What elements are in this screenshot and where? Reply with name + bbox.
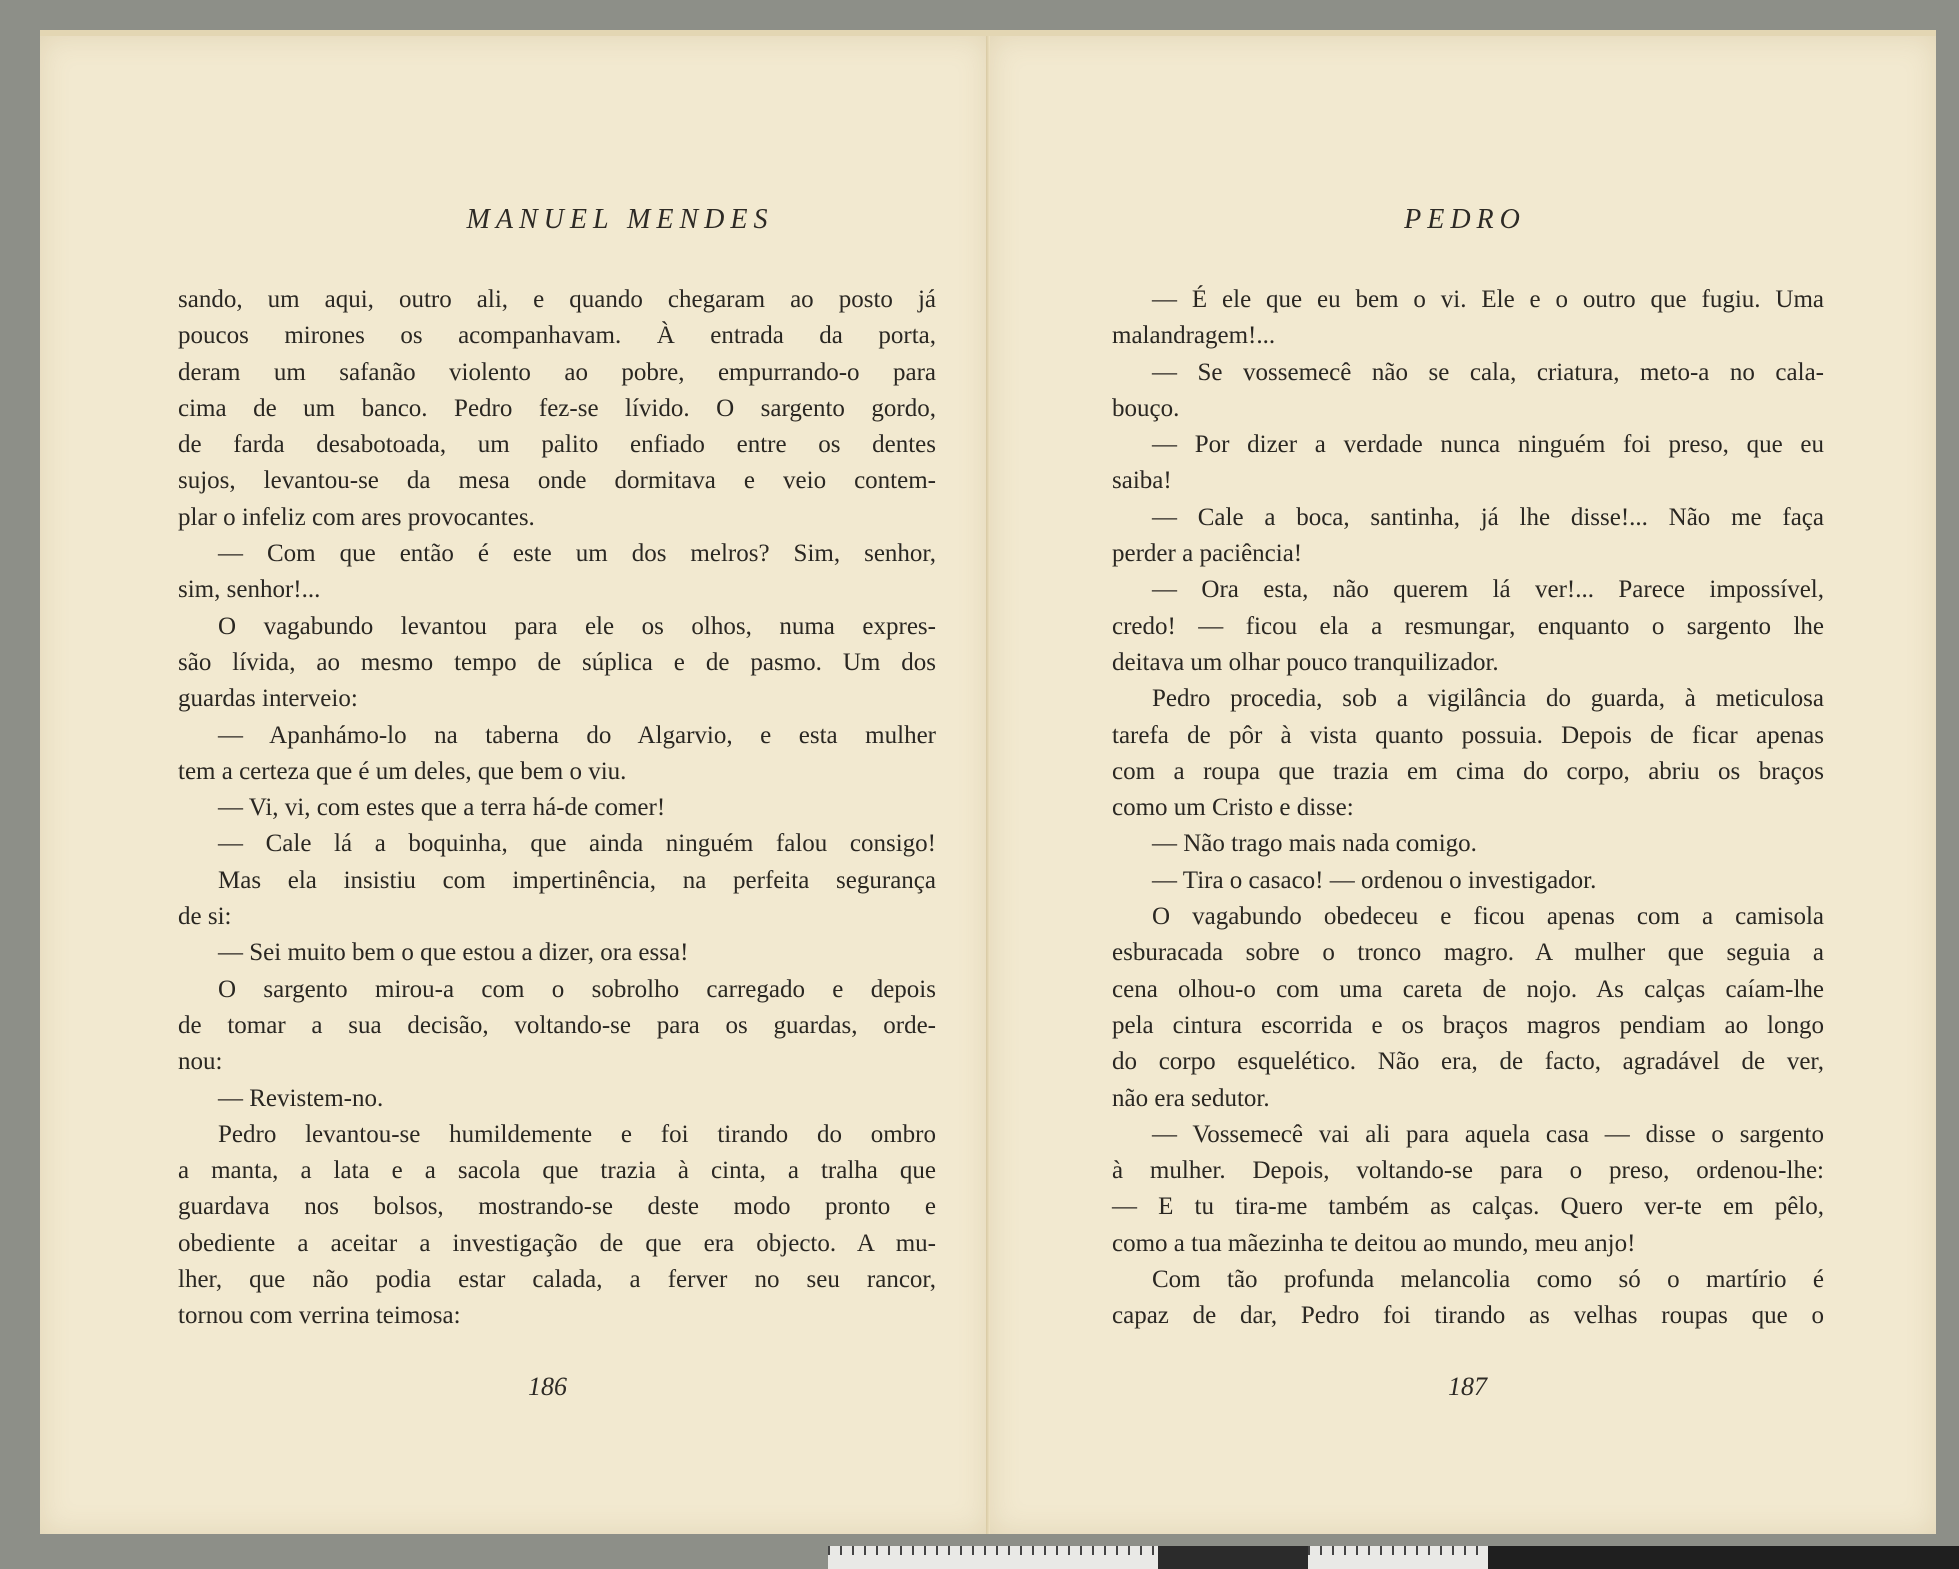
text-line: tarefa de pôr à vista quanto possuia. Depois de ficar apenas [1112,721,1824,749]
text-line: lher, que não podia estar calada, a ferver no seu rancor, [178,1266,936,1294]
text-line: à mulher. Depois, voltando-se para o preso, ordenou-lhe: [1112,1157,1824,1185]
text-line: com a roupa que trazia em cima do corpo, abriu os braços [1112,757,1824,785]
ruler-dark-segment [1158,1546,1308,1569]
text-line: sim, senhor!... [178,576,321,604]
text-line: do corpo esquelético. Não era, de facto, agradável de ver, [1112,1048,1824,1076]
text-line: malandragem!... [1112,322,1276,350]
text-line: — Revistem-no. [218,1084,384,1112]
text-line: — Ora esta, não querem lá ver!... Parece impossível, [1152,576,1824,604]
text-line: — Vi, vi, com estes que a terra há-de comer! [218,794,666,822]
text-line: de si: [178,903,232,931]
text-line: — É ele que eu bem o vi. Ele e o outro que fugiu. Uma [1152,286,1824,313]
text-line: — Com que então é este um dos melros? Sim, senhor, [218,540,936,568]
text-line: pela cintura escorrida e os braços magros pendiam ao longo [1112,1011,1824,1039]
scale-ruler [828,1546,1959,1569]
text-line: como a tua mãezinha te deitou ao mundo, meu anjo! [1112,1229,1636,1257]
ruler-dark-segment-end [1488,1546,1959,1569]
text-line: são lívida, ao mesmo tempo de súplica e de pasmo. Um dos [178,648,936,676]
text-line: tornou com verrina teimosa: [178,1302,461,1330]
text-line: Pedro levantou-se humildemente e foi tirando do ombro [218,1120,936,1148]
left-page-text [178,282,936,1335]
running-head-author: MANUEL MENDES [466,204,774,235]
page-number-left: 186 [528,1372,567,1401]
text-line: obediente a aceitar a investigação de que era objecto. A mu- [178,1229,936,1257]
text-line: capaz de dar, Pedro foi tirando as velhas roupas que o [1112,1302,1824,1330]
text-line: tem a certeza que é um deles, que bem o viu. [178,757,627,785]
text-line: cima de um banco. Pedro fez-se lívido. O sargento gordo, [178,394,936,422]
text-line: não era sedutor. [1112,1084,1270,1112]
text-line: deitava um olhar pouco tranquilizador. [1112,648,1499,676]
left-page [40,36,989,1534]
text-line: O vagabundo levantou para ele os olhos, numa expres- [218,612,936,640]
running-head-title: PEDRO [1404,204,1526,235]
text-line: a manta, a lata e a sacola que trazia à cinta, a tralha que [178,1157,936,1185]
text-line: bouço. [1112,394,1180,422]
text-line: — Vossemecê vai ali para aquela casa — disse o sargento [1152,1120,1824,1148]
text-line: guardas interveio: [178,685,358,713]
text-line: — Apanhámo-lo na taberna do Algarvio, e esta mulher [218,721,936,749]
right-page-text [1112,282,1824,1335]
text-line: de farda desabotoada, um palito enfiado entre os dentes [178,431,936,459]
page-number-right: 187 [1448,1372,1487,1401]
text-line: — Cale a boca, santinha, já lhe disse!... Não me faça [1152,503,1824,531]
text-line: Com tão profunda melancolia como só o martírio é [1152,1266,1824,1294]
text-line: — Sei muito bem o que estou a dizer, ora essa! [218,939,689,967]
text-line: perder a paciência! [1112,540,1303,568]
text-line: guardava nos bolsos, mostrando-se deste modo pronto e [178,1193,936,1221]
text-line: poucos mirones os acompanhavam. À entrada da porta, [178,322,936,350]
text-line: — E tu tira-me também as calças. Quero ver-te em pêlo, [1112,1193,1824,1221]
text-line: Mas ela insistiu com impertinência, na perfeita segurança [218,866,936,894]
text-line: Pedro procedia, sob a vigilância do guarda, à meticulosa [1152,685,1824,713]
right-page [990,36,1936,1534]
text-line: — Se vossemecê não se cala, criatura, meto-a no cala- [1152,358,1824,386]
text-line: de tomar a sua decisão, voltando-se para os guardas, orde- [178,1011,936,1039]
text-line: credo! — ficou ela a resmungar, enquanto o sargento lhe [1112,612,1824,640]
text-line: cena olhou-o com uma careta de nojo. As calças caíam-lhe [1112,975,1824,1003]
text-line: sando, um aqui, outro ali, e quando chegaram ao posto já [178,286,936,313]
text-line: — Cale lá a boquinha, que ainda ninguém falou consigo! [218,830,936,858]
text-line: sujos, levantou-se da mesa onde dormitava e veio contem- [178,467,936,495]
text-line: saiba! [1112,467,1172,495]
text-line: como um Cristo e disse: [1112,794,1354,822]
text-line: O sargento mirou-a com o sobrolho carregado e depois [218,975,936,1003]
text-line: plar o infeliz com ares provocantes. [178,503,535,531]
text-line: — Por dizer a verdade nunca ninguém foi preso, que eu [1152,431,1824,459]
text-line: nou: [178,1048,223,1076]
text-line: O vagabundo obedeceu e ficou apenas com a camisola [1152,903,1824,931]
text-line: esburacada sobre o tronco magro. A mulher que seguia a [1112,939,1824,967]
text-line: deram um safanão violento ao pobre, empurrando-o para [178,358,936,386]
text-line: — Tira o casaco! — ordenou o investigador. [1152,866,1597,894]
text-line: — Não trago mais nada comigo. [1152,830,1477,858]
